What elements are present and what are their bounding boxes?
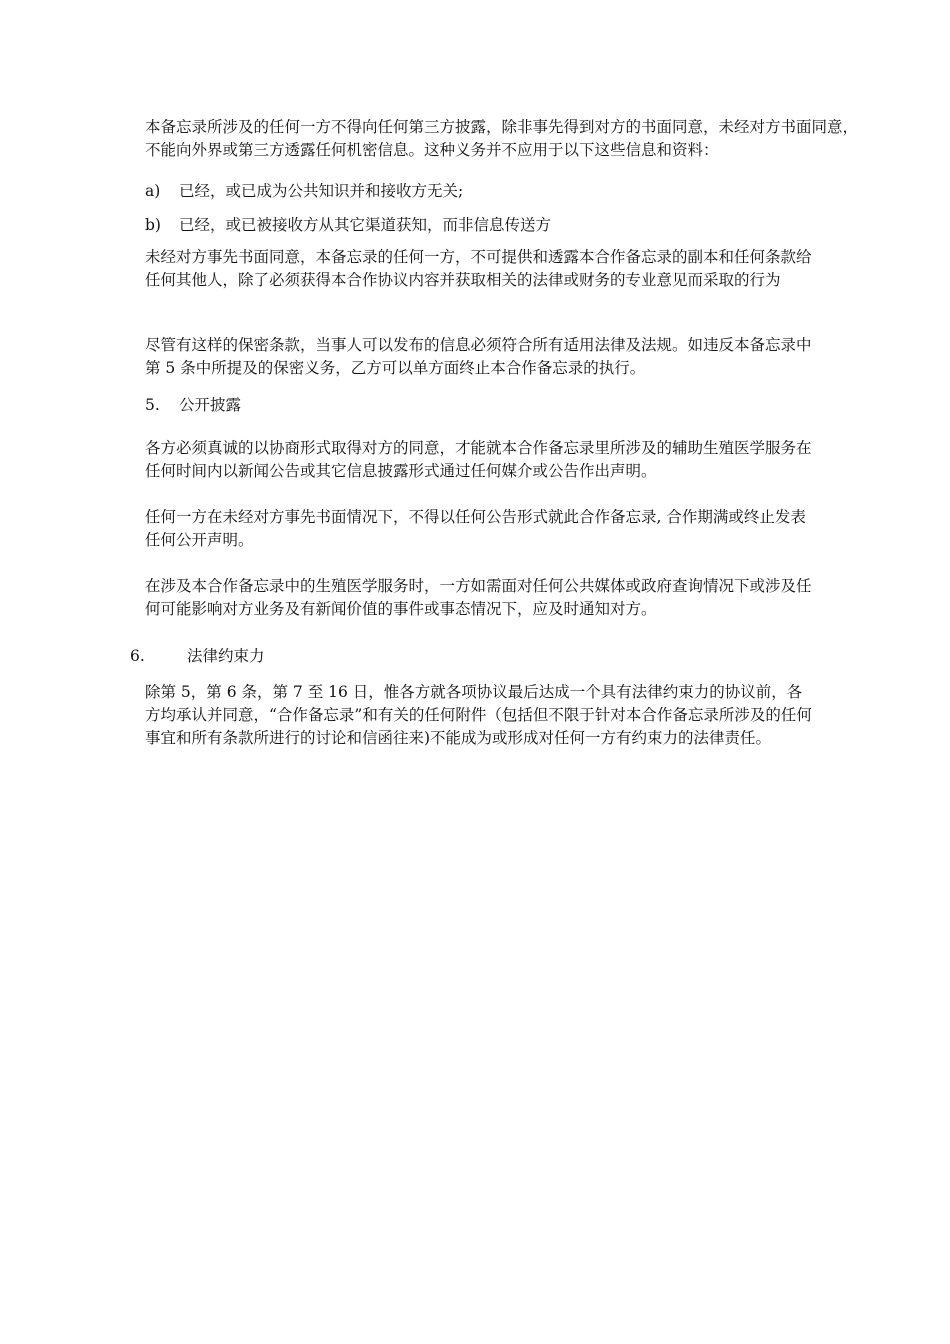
section-6-paragraph-1: 除第 5，第 6 条，第 7 至 16 日，惟各方就各项协议最后达成一个具有法律约束力的协议前，各方均承认并同意，“合作备忘录”和有关的任何附件（包括但不限于针对本合作备忘录所涉及的任何事宜和所有条款所进行的讨论和信函往来)不能成为或形成对任何一方有约束力的法律责任。 [145,683,812,747]
list-text-a: 已经，或已成为公共知识并和接收方无关; [179,182,464,200]
section-6-heading [130,645,265,668]
section-5-paragraph-1: 各方必须真诚的以协商形式取得对方的同意，才能就本合作备忘录里所涉及的辅助生殖医学服务在任何时间内以新闻公告或其它信息披露形式通过任何媒介或公告作出声明。 [145,439,812,480]
list-item-a [145,180,815,203]
confidentiality-paragraph-2: 未经对方事先书面同意，本备忘录的任何一方，不可提供和透露本合作备忘录的副本和任何条款给任何其他人，除了必须获得本合作协议内容并获取相关的法律或财务的专业意见而采取的行为 [145,248,812,289]
confidentiality-paragraph-3: 尽管有这样的保密条款，当事人可以发布的信息必须符合所有适用法律及法规。如违反本备忘录中第 5 条中所提及的保密义务，乙方可以单方面终止本合作备忘录的执行。 [145,336,812,377]
section-5-paragraph-2: 任何一方在未经对方事先书面情况下，不得以任何公告形式就此合作备忘录, 合作期满或终止发表任何公开声明。 [145,508,806,549]
section-6-title: 法律约束力 [187,647,265,665]
section-6-number: 6. [130,647,145,665]
section-5-paragraph-3: 在涉及本合作备忘录中的生殖医学服务时，一方如需面对任何公共媒体或政府查询情况下或涉及任何可能影响对方业务及有新闻价值的事件或事态情况下，应及时通知对方。 [145,577,812,618]
section-5-heading [145,394,241,417]
list-marker-a: a) [145,182,161,200]
list-item-b [145,214,815,237]
section-5-number: 5. [145,396,160,414]
confidentiality-paragraph-1: 本备忘录所涉及的任何一方不得向任何第三方披露，除非事先得到对方的书面同意，未经对方书面同意，不能向外界或第三方透露任何机密信息。这种义务并不应用于以下这些信息和资料： [145,118,859,159]
section-5-title: 公开披露 [179,396,242,414]
list-marker-b: b) [145,216,161,234]
list-text-b: 已经，或已被接收方从其它渠道获知，而非信息传送方 [179,216,552,234]
